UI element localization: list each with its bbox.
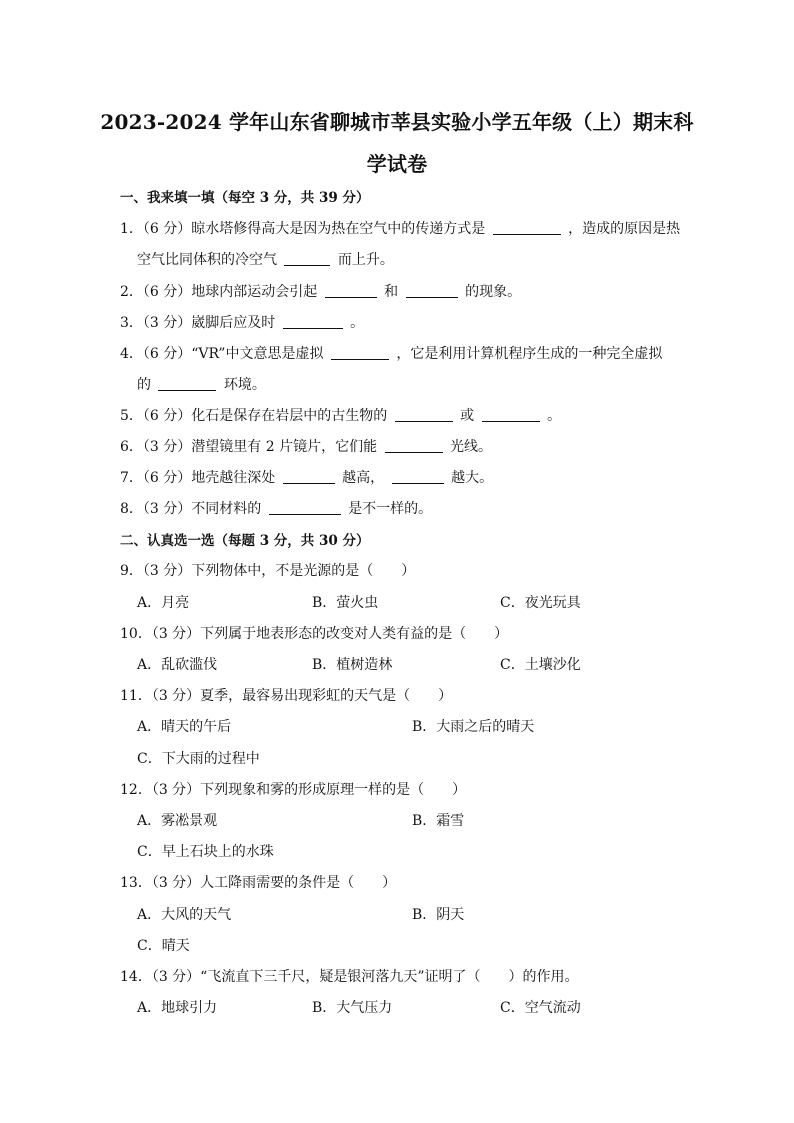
- option-b[interactable]: B．植树造林: [312, 657, 393, 673]
- fill-question-1-continued: [137, 249, 394, 269]
- question-text: ，它是利用计算机程序生成的一种完全虚拟: [396, 346, 663, 362]
- section-heading-fill: 一、我来填一填（每空 3 分，共 39 分）: [120, 190, 370, 206]
- question-text: 3．（3 分）崴脚后应及时: [120, 315, 276, 331]
- fill-question-6: [120, 436, 492, 456]
- exam-title-line-1: 2023-2024 学年山东省聊城市莘县实验小学五年级（上）期末科: [100, 110, 694, 134]
- option-c[interactable]: C．夜光玩具: [500, 595, 581, 611]
- question-text: 。: [350, 315, 365, 331]
- question-text: 7．（6 分）地壳越往深处: [120, 470, 276, 486]
- option-a[interactable]: A．晴天的午后: [137, 719, 232, 735]
- option-b[interactable]: B．大气压力: [312, 1000, 393, 1016]
- question-text: 越高，: [342, 470, 385, 486]
- question-text: 2．（6 分）地球内部运动会引起: [120, 284, 318, 300]
- section-heading-choice: 二、认真选一选（每题 3 分，共 30 分）: [120, 533, 370, 549]
- question-text: 5．（6 分）化石是保存在岩层中的古生物的: [120, 408, 388, 424]
- answer-blank[interactable]: [406, 283, 458, 298]
- option-b[interactable]: B．萤火虫: [312, 595, 379, 611]
- question-text: 光线。: [449, 439, 492, 455]
- option-a[interactable]: A．地球引力: [137, 1000, 218, 1016]
- question-text: 的现象。: [465, 284, 522, 300]
- choice-question-12: 12．（3 分）下列现象和雾的形成原理一样的是（ ）: [120, 782, 467, 798]
- choice-question-9: 9．（3 分）下列物体中，不是光源的是（ ）: [120, 563, 416, 579]
- question-text: 8．（3 分）不同材料的: [120, 501, 262, 517]
- answer-blank[interactable]: [385, 438, 443, 453]
- choice-question-10: 10．（3 分）下列属于地表形态的改变对人类有益的是（ ）: [120, 626, 509, 642]
- option-a[interactable]: A．乱砍滥伐: [137, 657, 218, 673]
- answer-blank[interactable]: [284, 251, 330, 266]
- fill-question-2: [120, 281, 521, 301]
- question-text: 或: [460, 408, 475, 424]
- answer-blank[interactable]: [392, 469, 444, 484]
- option-a[interactable]: A．雾凇景观: [137, 813, 218, 829]
- choice-question-13: 13．（3 分）人工降雨需要的条件是（ ）: [120, 875, 397, 891]
- choice-question-11: 11．（3 分）夏季，最容易出现彩虹的天气是（ ）: [120, 688, 453, 704]
- option-b[interactable]: B．阴天: [412, 907, 465, 923]
- answer-blank[interactable]: [331, 345, 389, 360]
- question-text: ，造成的原因是热: [568, 221, 681, 237]
- question-text: 而上升。: [337, 252, 394, 268]
- answer-blank[interactable]: [269, 500, 341, 515]
- question-text: 环境。: [223, 377, 266, 393]
- answer-blank[interactable]: [325, 283, 377, 298]
- answer-blank[interactable]: [493, 220, 561, 235]
- option-a[interactable]: A．大风的天气: [137, 907, 232, 923]
- fill-question-5: [120, 405, 561, 425]
- option-a[interactable]: A．月亮: [137, 595, 190, 611]
- question-text: 空气比同体积的冷空气: [137, 252, 277, 268]
- fill-question-8: [120, 498, 432, 518]
- answer-blank[interactable]: [283, 469, 335, 484]
- question-text: 是不一样的。: [348, 501, 433, 517]
- option-b[interactable]: B．大雨之后的晴天: [412, 719, 535, 735]
- option-b[interactable]: B．霜雪: [412, 813, 465, 829]
- fill-question-3: [120, 312, 364, 332]
- choice-question-14: 14．（3 分）“飞流直下三千尺，疑是银河落九天”证明了（ ）的作用。: [120, 969, 579, 985]
- fill-question-4-continued: [137, 374, 266, 394]
- option-c[interactable]: C．土壤沙化: [500, 657, 581, 673]
- question-text: 1．（6 分）晾水塔修得高大是因为热在空气中的传递方式是: [120, 221, 486, 237]
- question-text: 4．（6 分）“VR”中文意思是虚拟: [120, 346, 324, 362]
- question-text: 越大。: [451, 470, 494, 486]
- answer-blank[interactable]: [158, 376, 216, 391]
- answer-blank[interactable]: [482, 407, 540, 422]
- fill-question-4: [120, 343, 662, 363]
- question-text: 的: [137, 377, 151, 393]
- option-c[interactable]: C．下大雨的过程中: [137, 751, 260, 767]
- fill-question-1: [120, 218, 680, 238]
- option-c[interactable]: C．早上石块上的水珠: [137, 844, 274, 860]
- option-c[interactable]: C．空气流动: [500, 1000, 581, 1016]
- exam-title-line-2: 学试卷: [366, 152, 428, 176]
- option-c[interactable]: C．晴天: [137, 938, 190, 954]
- answer-blank[interactable]: [283, 314, 343, 329]
- question-text: 6．（3 分）潜望镜里有 2 片镜片，它们能: [120, 439, 378, 455]
- fill-question-7: [120, 467, 493, 487]
- question-text: 和: [384, 284, 399, 300]
- question-text: 。: [547, 408, 562, 424]
- answer-blank[interactable]: [395, 407, 453, 422]
